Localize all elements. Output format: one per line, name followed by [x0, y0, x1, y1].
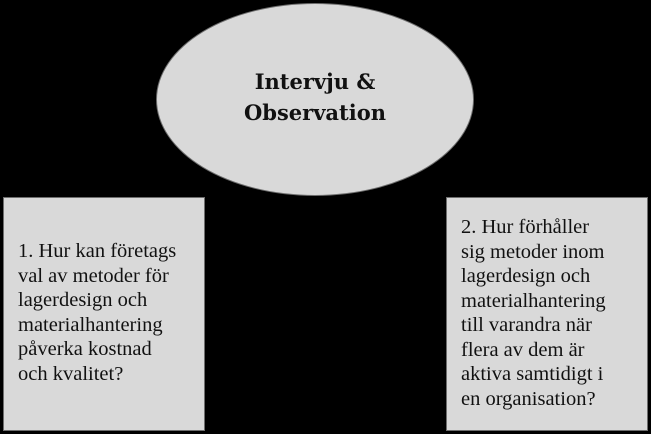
central-title: Intervju & Observation	[244, 68, 386, 125]
central-ellipse-node	[156, 3, 474, 196]
research-question-2-box: 2. Hur förhåller sig metoder inom lagerdesign och materialhantering till varandra när flera av dem är aktiva samtidigt i en organisation?	[446, 197, 648, 431]
research-question-1-box: 1. Hur kan företags val av metoder för lagerdesign och materialhantering påverka kostnad och kvalitet?	[3, 197, 205, 431]
